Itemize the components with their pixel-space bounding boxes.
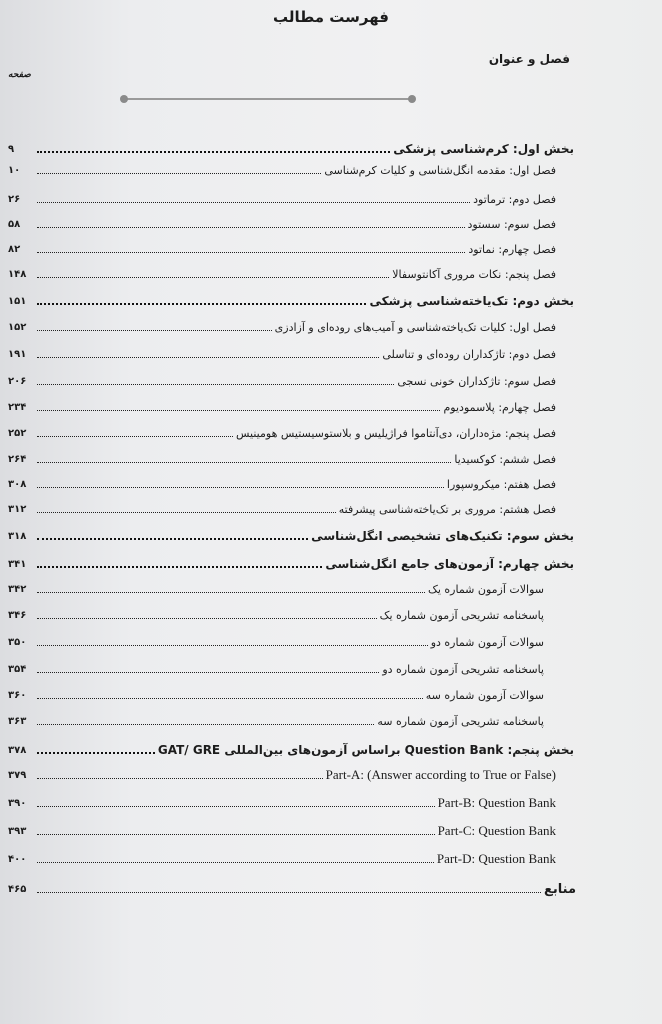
toc-part-row[interactable] xyxy=(8,140,574,158)
toc-entry-label: فصل دوم: ترماتود xyxy=(473,192,556,206)
toc-entry-label: پاسخنامه تشریحی آزمون شماره یک xyxy=(379,608,544,622)
dot-leader xyxy=(37,252,465,253)
toc-page-number: ۲۶۴ xyxy=(8,453,27,465)
dot-leader xyxy=(37,384,394,385)
dot-leader xyxy=(37,834,435,835)
toc-page-number: ۳۱۸ xyxy=(8,530,27,542)
toc-page-number: ۳۹۳ xyxy=(8,825,27,837)
toc-page-number: ۱۰ xyxy=(8,164,21,176)
toc-entry-label: منابع xyxy=(544,881,576,897)
dot-leader xyxy=(37,462,451,463)
toc-entry-label: Part-B: Question Bank xyxy=(437,795,556,810)
dot-leader xyxy=(37,202,470,203)
toc-page-number: ۵۸ xyxy=(8,218,21,230)
page-title: فهرست مطالب xyxy=(273,8,389,26)
dot-leader xyxy=(37,330,272,331)
toc-entry-label: بخش پنجم: Question Bank براساس آزمون‌های بین‌المللی GAT/ GRE xyxy=(157,743,574,757)
toc-page-number: ۳۶۰ xyxy=(8,689,27,701)
toc-entry-label: فصل دوم: تاژکداران روده‌ای و تناسلی xyxy=(382,347,556,361)
dot-leader xyxy=(37,752,155,754)
toc-entry-label: فصل پنجم: نکات مروری آکانتوسفالا xyxy=(392,267,556,281)
toc-part-row[interactable] xyxy=(8,527,574,545)
toc-page-number: ۳۷۸ xyxy=(8,744,27,756)
toc-page-number: ۱۹۱ xyxy=(8,348,27,360)
toc-entry-label: بخش اول: کرم‌شناسی پزشکی xyxy=(393,142,574,156)
toc-page-number: ۳۵۰ xyxy=(8,636,27,648)
dot-leader xyxy=(37,806,435,807)
toc-entry-label: فصل چهارم: پلاسمودیوم xyxy=(443,400,556,414)
dot-leader xyxy=(37,227,465,228)
toc-page-number: ۳۴۶ xyxy=(8,609,27,621)
toc-entry-label: سوالات آزمون شماره دو xyxy=(430,635,544,649)
toc-chapter-row[interactable] xyxy=(8,450,556,468)
toc-chapter-row[interactable] xyxy=(8,500,556,518)
dot-leader xyxy=(37,892,541,893)
toc-page-number: ۳۹۰ xyxy=(8,797,27,809)
toc-entry-label: بخش سوم: تکنیک‌های تشخیصی انگل‌شناسی xyxy=(311,529,574,543)
toc-chapter-row[interactable] xyxy=(8,712,544,730)
toc-chapter-row[interactable] xyxy=(8,850,556,868)
toc-chapter-row[interactable] xyxy=(8,240,556,258)
dot-leader xyxy=(37,303,366,305)
toc-page-number: ۳۷۹ xyxy=(8,769,27,781)
toc-entry-label: Part-C: Question Bank xyxy=(437,823,556,838)
dot-leader xyxy=(37,672,379,673)
toc-chapter-row[interactable] xyxy=(8,822,556,840)
toc-page-number: ۹ xyxy=(8,143,15,155)
toc-page-number: ۳۵۴ xyxy=(8,663,27,675)
column-header-chapter: فصل و عنوان xyxy=(488,52,570,66)
toc-chapter-row[interactable] xyxy=(8,215,556,233)
dot-leader xyxy=(37,151,390,153)
toc-chapter-row[interactable] xyxy=(8,190,556,208)
dot-leader xyxy=(37,566,322,568)
toc-page-number: ۴۶۵ xyxy=(8,883,27,895)
toc-entry-label: فصل اول: کلیات تک‌یاخته‌شناسی و آمیب‌های روده‌ای و آزادزی xyxy=(274,320,556,334)
toc-entry-label: فصل چهارم: نماتود xyxy=(468,242,556,256)
toc-entry-label: فصل سوم: تاژکداران خونی نسجی xyxy=(397,374,556,388)
toc-chapter-row[interactable] xyxy=(8,265,556,283)
toc-page-number: ۳۶۳ xyxy=(8,715,27,727)
toc-chapter-row[interactable] xyxy=(8,633,544,651)
toc-chapter-row[interactable] xyxy=(8,345,556,363)
toc-entry-label: فصل سوم: سستود xyxy=(467,217,556,231)
dot-leader xyxy=(37,618,377,619)
toc-page-number: ۱۵۲ xyxy=(8,321,27,333)
toc-entry-label: پاسخنامه تشریحی آزمون شماره سه xyxy=(377,714,544,728)
column-header-page: صفحه xyxy=(8,70,31,80)
toc-entry-label: بخش چهارم: آزمون‌های جامع انگل‌شناسی xyxy=(325,557,574,571)
toc-chapter-row[interactable] xyxy=(8,161,556,179)
toc-chapter-row[interactable] xyxy=(8,660,544,678)
toc-chapter-row[interactable] xyxy=(8,475,556,493)
toc-entry-label: فصل ششم: کوکسیدیا xyxy=(454,452,556,466)
dot-leader xyxy=(37,645,428,646)
toc-chapter-row[interactable] xyxy=(8,606,544,624)
toc-page-number: ۲۳۴ xyxy=(8,401,27,413)
dot-leader xyxy=(37,436,233,437)
toc-part-row[interactable] xyxy=(8,741,574,759)
toc-chapter-row[interactable] xyxy=(8,580,544,598)
toc-page-number: ۸۲ xyxy=(8,243,21,255)
toc-entry-label: Part-A: (Answer according to True or False) xyxy=(325,767,556,782)
toc-chapter-row[interactable] xyxy=(8,398,556,416)
dot-leader xyxy=(37,487,444,488)
toc-page-number: ۱۵۱ xyxy=(8,295,27,307)
toc-chapter-row[interactable] xyxy=(8,372,556,390)
toc-page-number: ۱۴۸ xyxy=(8,268,27,280)
toc-page-number: ۳۴۲ xyxy=(8,583,27,595)
dot-leader xyxy=(37,778,323,779)
dot-leader xyxy=(37,512,336,513)
toc-entry-label: فصل هشتم: مروری بر تک‌یاخته‌شناسی پیشرفته xyxy=(338,502,556,516)
toc-chapter-row[interactable] xyxy=(8,424,556,442)
toc-page-number: ۳۰۸ xyxy=(8,478,27,490)
toc-chapter-row[interactable] xyxy=(8,794,556,812)
toc-page-number: ۲۵۲ xyxy=(8,427,27,439)
toc-entry-label: سوالات آزمون شماره یک xyxy=(427,582,544,596)
toc-part-row[interactable] xyxy=(8,292,574,310)
dot-leader xyxy=(37,862,434,863)
toc-page-number: ۳۱۲ xyxy=(8,503,27,515)
toc-chapter-row[interactable] xyxy=(8,686,544,704)
dot-leader xyxy=(37,410,440,411)
toc-entry-label: فصل هفتم: میکروسپورا xyxy=(446,477,556,491)
toc-references-row[interactable] xyxy=(8,880,576,898)
toc-page-number: ۴۰۰ xyxy=(8,853,27,865)
toc-chapter-row[interactable] xyxy=(8,318,556,336)
toc-entry-label: سوالات آزمون شماره سه xyxy=(425,688,544,702)
dot-leader xyxy=(37,357,379,358)
toc-entry-label: بخش دوم: تک‌یاخته‌شناسی پزشکی xyxy=(369,294,574,308)
dot-leader xyxy=(37,592,425,593)
toc-entry-label: Part-D: Question Bank xyxy=(436,851,556,866)
dot-leader xyxy=(37,173,321,174)
toc-entry-label: فصل پنجم: مژه‌داران، دی‌آنتاموا فراژیلیس و بلاستوسیستیس هومینیس xyxy=(236,426,556,440)
dot-leader xyxy=(37,724,374,725)
dot-leader xyxy=(37,277,389,278)
toc-chapter-row[interactable] xyxy=(8,766,556,784)
toc-page-number: ۳۴۱ xyxy=(8,558,27,570)
toc-page-number: ۲۶ xyxy=(8,193,21,205)
toc-entry-label: فصل اول: مقدمه انگل‌شناسی و کلیات کرم‌شناسی xyxy=(324,163,556,177)
toc-part-row[interactable] xyxy=(8,555,574,573)
dot-leader xyxy=(37,698,423,699)
dot-leader xyxy=(37,538,308,540)
toc-entry-label: پاسخنامه تشریحی آزمون شماره دو xyxy=(382,662,544,676)
toc-page-number: ۲۰۶ xyxy=(8,375,27,387)
